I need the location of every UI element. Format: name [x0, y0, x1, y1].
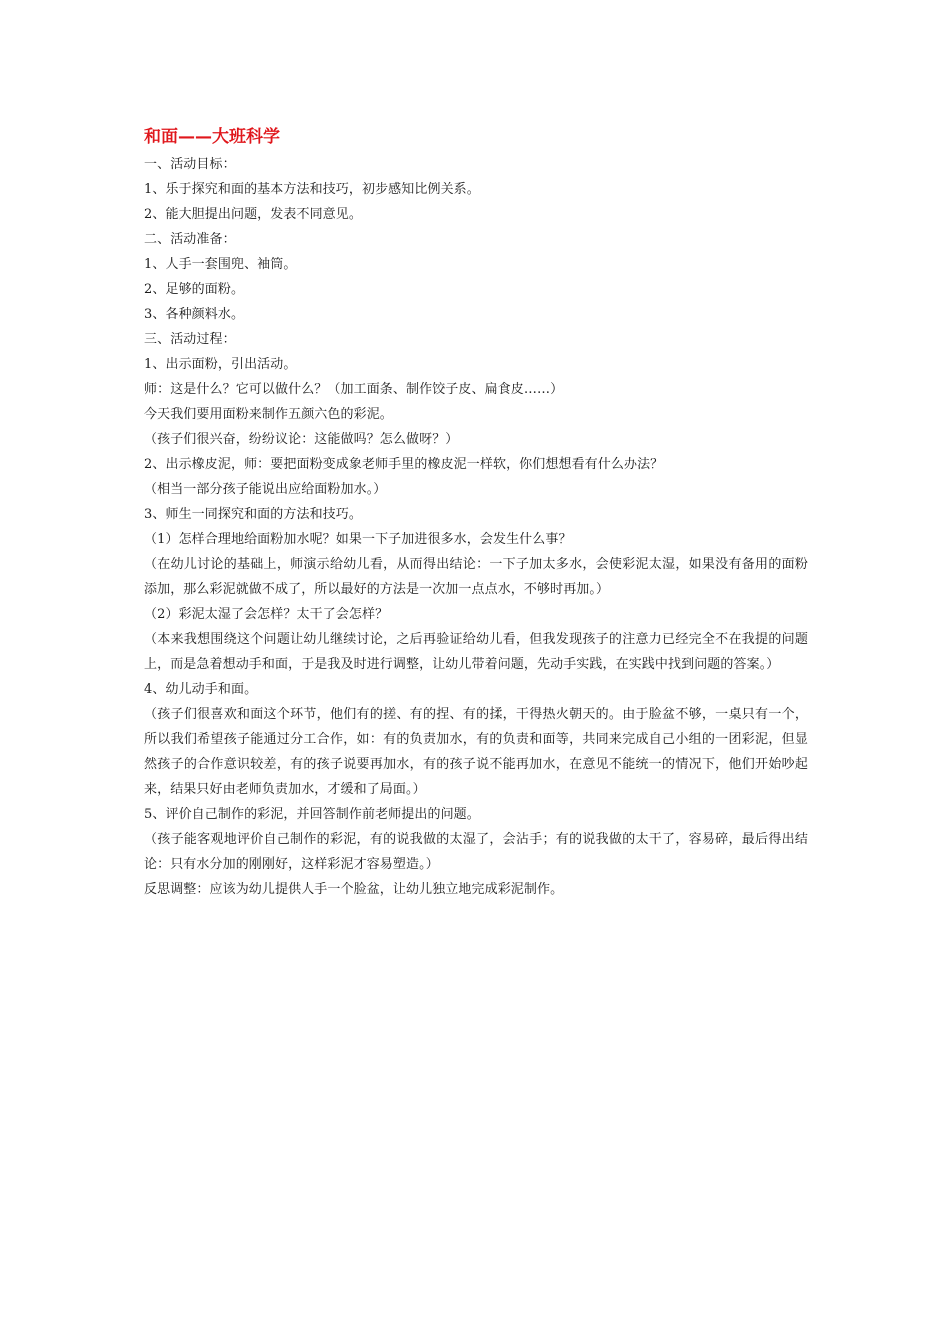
process-paragraph: （在幼儿讨论的基础上，师演示给幼儿看，从而得出结论：一下子加太多水，会使彩泥太湿，如果没有备用的面粉添加，那么彩泥就做不成了，所以最好的方法是一次加一点点水，不够时再加。）	[144, 557, 808, 597]
process-step-5: 5、评价自己制作的彩泥，并回答制作前老师提出的问题。	[144, 807, 480, 822]
process-paragraph: 今天我们要用面粉来制作五颜六色的彩泥。	[144, 407, 393, 422]
goal-item-1: 1、乐于探究和面的基本方法和技巧，初步感知比例关系。	[144, 182, 480, 197]
process-substep-1: （1）怎样合理地给面粉加水呢？如果一下子加进很多水，会发生什么事？	[144, 532, 572, 547]
section-heading-preparation: 二、活动准备：	[144, 232, 236, 247]
process-step-3: 3、师生一同探究和面的方法和技巧。	[144, 507, 362, 522]
section-heading-process: 三、活动过程：	[144, 332, 236, 347]
reflection-paragraph: 反思调整：应该为幼儿提供人手一个脸盆，让幼儿独立地完成彩泥制作。	[144, 882, 564, 897]
document-page	[144, 124, 808, 902]
document-body	[144, 152, 808, 902]
section-heading-goals: 一、活动目标：	[144, 157, 236, 172]
preparation-item-1: 1、人手一套围兜、袖筒。	[144, 257, 297, 272]
document-title: 和面——大班科学	[144, 127, 280, 147]
process-paragraph: （孩子能客观地评价自己制作的彩泥，有的说我做的太湿了，会沾手；有的说我做的太干了，容易碎，最后得出结论：只有水分加的刚刚好，这样彩泥才容易塑造。）	[144, 832, 808, 872]
process-paragraph: 师：这是什么？它可以做什么？（加工面条、制作饺子皮、扁食皮……）	[144, 382, 564, 397]
process-paragraph: （孩子们很兴奋，纷纷议论：这能做吗？怎么做呀？）	[144, 432, 459, 447]
process-paragraph: （孩子们很喜欢和面这个环节，他们有的搓、有的捏、有的揉，干得热火朝天的。由于脸盆不够，一桌只有一个，所以我们希望孩子能通过分工合作，如：有的负责加水，有的负责和面等，共同来完成自己小组的一团彩泥，但显然孩子的合作意识较差，有的孩子说要再加水，有的孩子说不能再加水，在意见不能统一的情况下，他们开始吵起来，结果只好由老师负责加水，才缓和了局面。）	[144, 707, 808, 797]
process-paragraph: （本来我想围绕这个问题让幼儿继续讨论，之后再验证给幼儿看，但我发现孩子的注意力已经完全不在我提的问题上，而是急着想动手和面，于是我及时进行调整，让幼儿带着问题，先动手实践，在实践中找到问题的答案。）	[144, 632, 808, 672]
process-step-4: 4、幼儿动手和面。	[144, 682, 258, 697]
process-step-2: 2、出示橡皮泥，师：要把面粉变成象老师手里的橡皮泥一样软，你们想想看有什么办法？	[144, 457, 664, 472]
preparation-item-2: 2、足够的面粉。	[144, 282, 245, 297]
process-substep-2: （2）彩泥太湿了会怎样？太干了会怎样？	[144, 607, 389, 622]
goal-item-2: 2、能大胆提出问题，发表不同意见。	[144, 207, 362, 222]
preparation-item-3: 3、各种颜料水。	[144, 307, 245, 322]
process-paragraph: （相当一部分孩子能说出应给面粉加水。）	[144, 482, 387, 497]
process-step-1: 1、出示面粉，引出活动。	[144, 357, 297, 372]
